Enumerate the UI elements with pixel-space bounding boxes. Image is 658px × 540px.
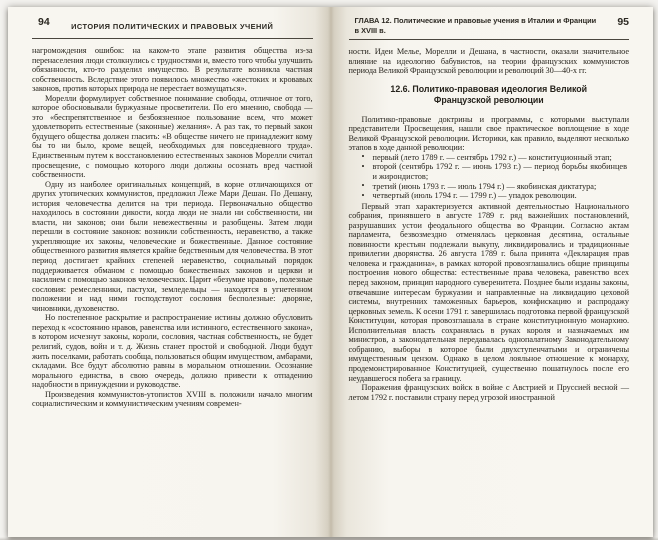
page-number-left: 94	[38, 16, 50, 28]
list-item-text: третий (июнь 1793 г. — июль 1794 г.) — якобинская диктатура;	[372, 181, 597, 191]
page-right-header	[349, 16, 630, 40]
list-item-text: четвертый (июль 1794 г. — 1799 г.) — упадок революции.	[372, 191, 577, 201]
bullet-icon: •	[361, 189, 365, 200]
page-right-body	[349, 47, 630, 402]
list-item	[361, 180, 630, 192]
list-item-text: первый (лето 1789 г. — сентябрь 1792 г.) — конституционный этап;	[372, 152, 612, 162]
page-left-header	[32, 16, 313, 39]
list-item	[361, 160, 630, 182]
paragraph: Первый этап характеризуется активной деятельностью Национального собрания, принявшего в августе 1789 г. ряд важнейших постановлений, разрушавших устои феодального общества во Франции. Согласно актам парламента, безвозмездно отменялась церковная десятина, остальные повинности крестьян подлежали выкупу, ликвидировались и традиционные привилегии дворянства. 26 августа 1789 г. была принята «Декларация прав человека и гражданина», в рамках которой провозглашались общие принципы построения нового общества: естественные права человека, равенство всех перед законом, принцип народного суверенитета. Позднее были изданы законы, отвечавшие интересам буржуазии и направленные на ликвидацию цеховой системы, внутренних таможенных барьеров, конфискацию и распродажу церковных земель. К осени 1791 г. завершилась подготовка первой французской Конституции, которая провозглашала в стране конституционную монархию. Исполнительная власть сохранялась в руках короля и назначаемых им министров, а законодательная передавалась однопалатному Законодательному собранию, выборы в которое были двухступенчатыми и ограничены имущественным цензом. Однако в целом лояльное отношение к монарху, продемонстрированное Конституцией, существенно пошатнулось после его неудавшегося побега за границу.	[348, 201, 629, 383]
page-right	[331, 7, 654, 537]
list-item	[361, 189, 630, 201]
running-title-right: ГЛАВА 12. Политические и правовые учения в Италии и Франции в XVIII в.	[354, 16, 597, 35]
paragraph: Политико-правовые доктрины и программы, с которыми выступали представители Просвещения, нашли свое практическое воплощение в ходе Великой Французской революции. Историки, как правило, выделяют несколько этапов в ходе данной революции:	[348, 114, 629, 153]
section-heading: 12.6. Политико-правовая идеология Великой Французской революции	[390, 83, 588, 106]
page-number-right: 95	[617, 16, 629, 28]
bullet-icon: •	[361, 160, 365, 171]
stages-list	[349, 153, 630, 201]
paragraph: Одну из наиболее оригинальных концепций, в корне отличающихся от других утопических коммунистов, предложил Леже Мари Дешан. По Дешану, история человечества делится на три периода. Первоначально общество находилось в состоянии дикости, когда люди не знали ни собственности, ни власти, ни законов; они были невежественны и разобщены. Затем люди перешли в состояние законов: возникли собственность, неравенство, а также укрепляющие их законы, человеческие и божественные. Данное состояние общественного развития является крайне бедственным для человечества. В этот период достигает крайних степеней неравенство, социальный порядок поддерживается обманом с помощью божественных законов и церкви и насилием с помощью законов человеческих. Царит «безумие нравов», полезные сословия: ремесленники, пастухи, земледельцы — находятся в угнетенном положении и над ними господствуют сословия бесполезные: дворяне, чиновники, духовенство.	[32, 179, 313, 313]
list-item	[361, 151, 630, 163]
paragraph: Но постепенное раскрытие и распространение истины должно обусловить переход к «состоянию нравов, равенства или истинного, естественного закона», в котором исчезнут законы, короли, сословия, частная собственность, не будет религий, судов, войн и т. д. Жизнь станет простой и свободной. Люди будут жить поселками, работать сообща, пользоваться общим имуществом, амбарами, складами. Все будут абсолютно равны в моральном отношении. Осознание морального единства, в свою очередь, должно привести к отпадению надобности в принуждении и руководстве.	[32, 313, 313, 390]
paragraph: Поражения французских войск в войне с Австрией и Пруссией весной — летом 1792 г. поставили страну перед угрозой иностранной	[348, 383, 629, 402]
bullet-icon: •	[361, 151, 365, 162]
paragraph: ности. Идеи Мелье, Морелли и Дешана, в частности, оказали значительное влияние на идеологию бабувистов, на теории французских коммунистов периода Великой Французской революции и революций 30—40-х гг.	[348, 47, 629, 76]
bullet-icon: •	[361, 180, 365, 191]
page-left	[8, 7, 331, 537]
list-item-text: второй (сентябрь 1792 г. — июнь 1793 г.) — период борьбы якобинцев и жирондистов;	[372, 162, 627, 182]
page-left-body	[32, 46, 313, 409]
paragraph: нагромождения ошибок: на каком-то этапе развития общества из-за перенаселения люди столкнулись с трудностями и, вместо того чтобы улучшить обязанности, кто-то разделил имущество. В результате возникла частная собственность. Вследствие этого появилось множество «жестоких и кровавых законов, против которых природа не перестает возмущаться».	[32, 46, 313, 94]
paragraph: Произведения коммунистов-утопистов XVIII в. положили начало многим социалистическим и коммунистическим учениям современ-	[32, 389, 313, 409]
running-title-left: ИСТОРИЯ ПОЛИТИЧЕСКИХ И ПРАВОВЫХ УЧЕНИЙ	[71, 22, 274, 31]
book-spread	[8, 7, 653, 537]
paragraph: Морелли формулирует собственное понимание свободы, отличное от того, которое обосновывали буржуазные просветители. По его мнению, свобода — это «беспрепятственное и безбоязненное пользование всем, что может удовлетворить естественные (законные) желания». А раз так, то первый закон будущего общества должен гласить: «В обществе ничего не принадлежит кому бы то ни было, кроме вещей, необходимых для повседневного труда». Единственным путем к восстановлению естественных законов Морелли считал просвещение, с помощью которого люди должны осознать вред частной собственности.	[32, 93, 313, 180]
